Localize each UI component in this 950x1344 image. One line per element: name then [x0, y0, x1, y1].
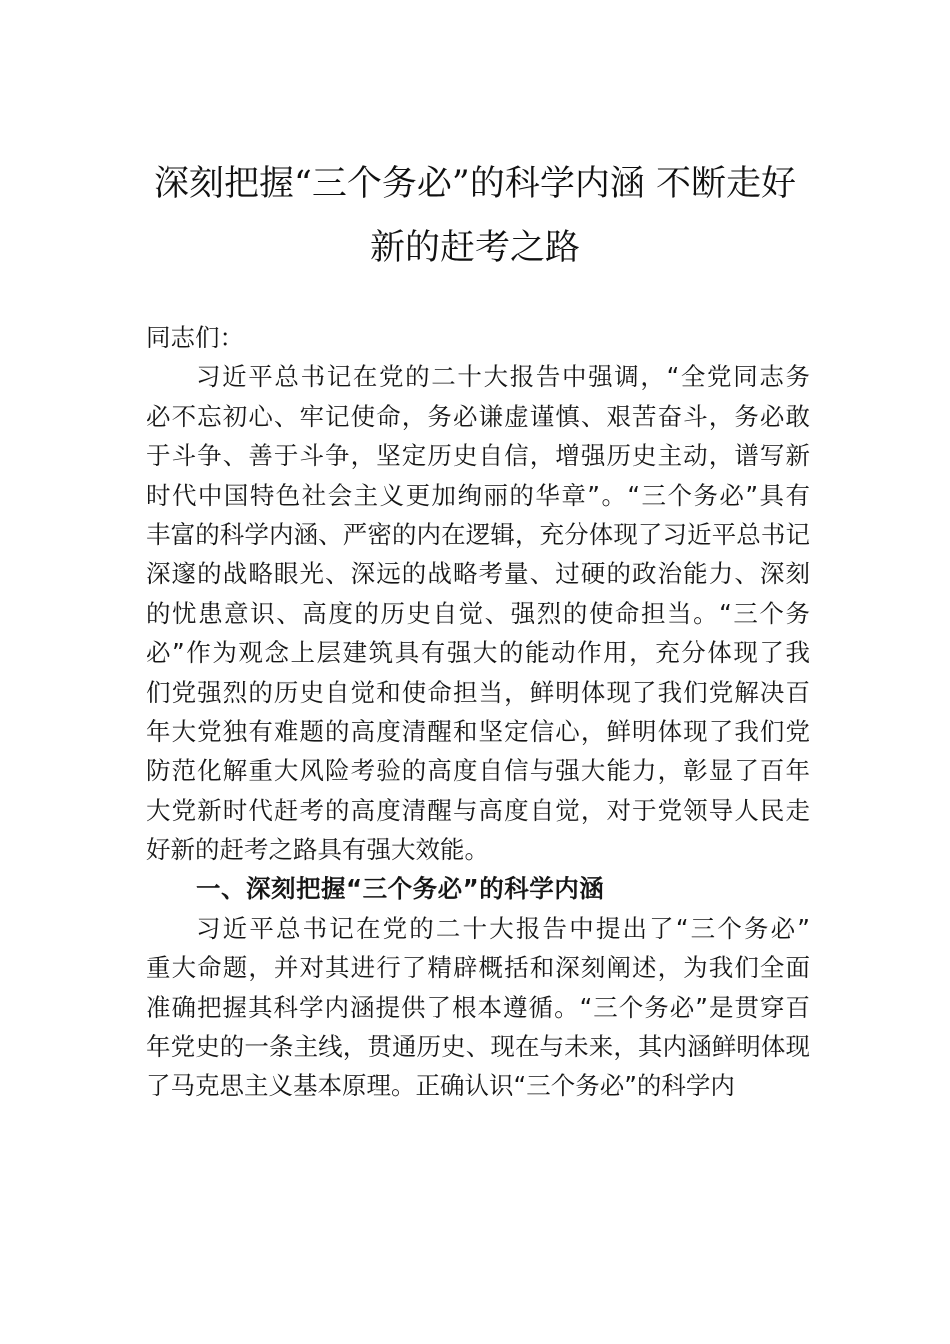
paragraph-2-line: 准确把握其科学内涵提供了根本遵循。“三个务必”是贯穿百	[146, 992, 810, 1022]
paragraph-1-line: 好新的赶考之路具有强大效能。	[146, 835, 489, 865]
paragraph-1-line: 深邃的战略眼光、深远的战略考量、过硬的政治能力、深刻	[146, 559, 810, 589]
paragraph-2-line: 习近平总书记在党的二十大报告中提出了“三个务必”	[196, 913, 810, 943]
paragraph-1-line: 防范化解重大风险考验的高度自信与强大能力，彰显了百年	[146, 756, 810, 786]
paragraph-1-line: 大党新时代赶考的高度清醒与高度自觉，对于党领导人民走	[146, 795, 810, 825]
title-line-1: 深刻把握“三个务必”的科学内涵 不断走好	[154, 164, 796, 204]
paragraph-2-line: 年党史的一条主线，贯通历史、现在与未来，其内涵鲜明体现	[146, 1032, 810, 1062]
document-body	[146, 318, 810, 1106]
paragraph-1-line: 必”作为观念上层建筑具有强大的能动作用，充分体现了我	[146, 638, 810, 668]
title-line-2: 新的赶考之路	[369, 228, 580, 268]
paragraph-1-line: 必不忘初心、牢记使命，务必谦虚谨慎、艰苦奋斗，务必敢	[146, 401, 810, 431]
paragraph-1-line: 年大党独有难题的高度清醒和坚定信心，鲜明体现了我们党	[146, 716, 810, 746]
paragraph-1-line: 于斗争、善于斗争，坚定历史自信，增强历史主动，谱写新	[146, 441, 810, 471]
paragraph-2	[146, 909, 810, 1106]
paragraph-1-line: 习近平总书记在党的二十大报告中强调，“全党同志务	[196, 362, 810, 392]
document-title	[140, 152, 810, 280]
paragraph-1	[146, 357, 810, 869]
salutation: 同志们：	[146, 323, 244, 352]
paragraph-1-line: 丰富的科学内涵、严密的内在逻辑，充分体现了习近平总书记	[146, 519, 810, 549]
paragraph-1-line: 们党强烈的历史自觉和使命担当，鲜明体现了我们党解决百	[146, 677, 810, 707]
paragraph-2-line: 重大命题，并对其进行了精辟概括和深刻阐述，为我们全面	[146, 953, 810, 983]
section-1-heading: 一、深刻把握“三个务必”的科学内涵	[196, 874, 605, 904]
paragraph-2-line: 了马克思主义基本原理。正确认识“三个务必”的科学内	[146, 1071, 735, 1101]
paragraph-1-line: 时代中国特色社会主义更加绚丽的华章”。“三个务必”具有	[146, 480, 810, 510]
paragraph-1-line: 的忧患意识、高度的历史自觉、强烈的使命担当。“三个务	[146, 598, 810, 628]
